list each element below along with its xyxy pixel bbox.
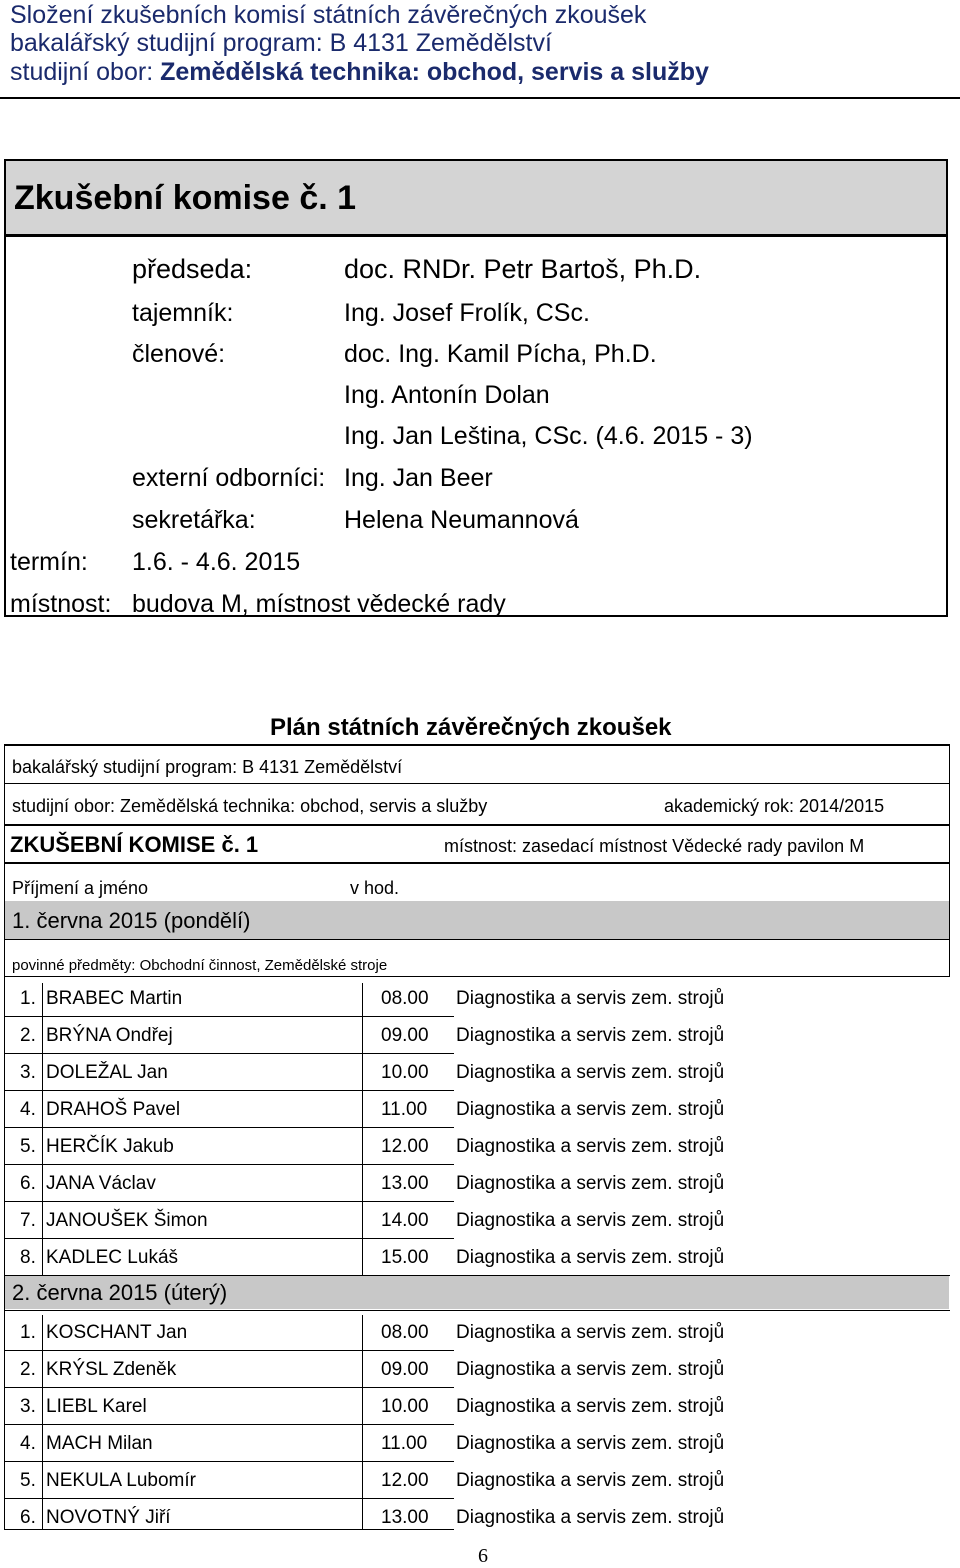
student-no: 4. xyxy=(20,1099,36,1120)
row-rule xyxy=(4,783,950,784)
exam-time: 09.00 xyxy=(381,1359,429,1380)
exam-subject: Diagnostika a servis zem. strojů xyxy=(456,1322,725,1343)
header-line-2: bakalářský studijní program: B 4131 Zemědělství xyxy=(10,29,552,57)
exam-subject: Diagnostika a servis zem. strojů xyxy=(456,1433,725,1454)
row-rule xyxy=(4,976,950,977)
exam-subject: Diagnostika a servis zem. strojů xyxy=(456,1507,725,1528)
student-no: 8. xyxy=(20,1247,36,1268)
header-rule xyxy=(0,97,960,99)
exam-time: 09.00 xyxy=(381,1025,429,1046)
exam-subject: Diagnostika a servis zem. strojů xyxy=(456,1025,725,1046)
row-rule xyxy=(4,939,950,940)
external-name: Ing. Jan Beer xyxy=(344,464,493,492)
student-no: 4. xyxy=(20,1433,36,1454)
student-no: 3. xyxy=(20,1062,36,1083)
student-name: BRÝNA Ondřej xyxy=(46,1025,173,1046)
student-name: LIEBL Karel xyxy=(46,1396,147,1417)
student-no: 6. xyxy=(20,1173,36,1194)
student-no: 3. xyxy=(20,1396,36,1417)
row-rule xyxy=(4,862,950,864)
exam-time: 11.00 xyxy=(381,1433,428,1454)
student-name: KRÝSL Zdeněk xyxy=(46,1359,177,1380)
committee-title-band xyxy=(6,161,946,237)
row-rule xyxy=(4,1310,950,1311)
student-name: KOSCHANT Jan xyxy=(46,1322,188,1343)
day-1-date: 1. června 2015 (pondělí) xyxy=(12,908,251,933)
clerk-label: sekretářka: xyxy=(132,506,256,534)
row-rule xyxy=(4,1127,454,1128)
student-name: BRABEC Martin xyxy=(46,988,183,1009)
exam-time: 13.00 xyxy=(381,1173,429,1194)
col-divider xyxy=(42,1315,43,1529)
row-rule xyxy=(4,1053,454,1054)
student-name: KADLEC Lukáš xyxy=(46,1247,179,1268)
row-rule xyxy=(4,1164,454,1165)
exam-subject: Diagnostika a servis zem. strojů xyxy=(456,1359,725,1380)
row-rule xyxy=(4,1090,454,1091)
student-no: 2. xyxy=(20,1025,36,1046)
exam-subject: Diagnostika a servis zem. strojů xyxy=(456,988,725,1009)
plan-field: studijní obor: Zemědělská technika: obchod, servis a služby xyxy=(12,796,488,816)
row-rule xyxy=(4,1238,454,1239)
col-name-header: Příjmení a jméno xyxy=(12,878,149,898)
exam-time: 11.00 xyxy=(381,1099,428,1120)
exam-time: 08.00 xyxy=(381,1322,429,1343)
student-no: 5. xyxy=(20,1470,36,1491)
plan-top-rule xyxy=(4,744,950,746)
row-rule xyxy=(4,1201,454,1202)
row-rule xyxy=(4,1529,454,1530)
row-rule xyxy=(4,1424,454,1425)
page-number: 6 xyxy=(478,1545,488,1567)
student-no: 6. xyxy=(20,1507,36,1528)
row-rule xyxy=(4,1275,950,1276)
member-3: Ing. Jan Leština, CSc. (4.6. 2015 - 3) xyxy=(344,422,753,450)
exam-time: 08.00 xyxy=(381,988,429,1009)
term-value: 1.6. - 4.6. 2015 xyxy=(132,548,301,576)
student-no: 1. xyxy=(20,1322,36,1343)
exam-subject: Diagnostika a servis zem. strojů xyxy=(456,1210,725,1231)
col-divider xyxy=(42,983,43,1279)
exam-subject: Diagnostika a servis zem. strojů xyxy=(456,1062,725,1083)
student-no: 5. xyxy=(20,1136,36,1157)
commission-label: ZKUŠEBNÍ KOMISE č. 1 xyxy=(10,832,259,857)
student-no: 7. xyxy=(20,1210,36,1231)
col-time-header: v hod. xyxy=(350,878,400,898)
student-name: JANOUŠEK Šimon xyxy=(46,1210,208,1231)
clerk-name: Helena Neumannová xyxy=(344,506,579,534)
chair-name: doc. RNDr. Petr Bartoš, Ph.D. xyxy=(344,254,702,284)
members-label: členové: xyxy=(132,340,226,368)
committee-title: Zkušební komise č. 1 xyxy=(14,179,357,217)
plan-title: Plán státních závěrečných zkoušek xyxy=(270,714,672,741)
plan-program: bakalářský studijní program: B 4131 Zemědělství xyxy=(12,757,403,777)
student-no: 2. xyxy=(20,1359,36,1380)
exam-time: 12.00 xyxy=(381,1470,429,1491)
student-name: NOVOTNÝ Jiří xyxy=(46,1507,171,1528)
exam-time: 15.00 xyxy=(381,1247,429,1268)
col-divider xyxy=(362,983,363,1279)
day-2-date: 2. června 2015 (úterý) xyxy=(12,1280,228,1305)
row-rule xyxy=(4,824,950,826)
chair-label: předseda: xyxy=(132,254,253,284)
row-rule xyxy=(4,1016,454,1017)
academic-year: akademický rok: 2014/2015 xyxy=(664,796,885,816)
exam-subject: Diagnostika a servis zem. strojů xyxy=(456,1099,725,1120)
student-name: NEKULA Lubomír xyxy=(46,1470,196,1491)
member-1: doc. Ing. Kamil Pícha, Ph.D. xyxy=(344,340,657,368)
term-label: termín: xyxy=(10,548,88,576)
header-line-1: Složení zkušebních komisí státních závěrečných zkoušek xyxy=(10,1,647,29)
col-divider xyxy=(362,1315,363,1529)
student-no: 1. xyxy=(20,988,36,1009)
row-rule xyxy=(4,1387,454,1388)
exam-subject: Diagnostika a servis zem. strojů xyxy=(456,1470,725,1491)
member-2: Ing. Antonín Dolan xyxy=(344,381,550,409)
plan-room: místnost: zasedací místnost Vědecké rady pavilon M xyxy=(444,836,865,856)
plan-right-border xyxy=(949,744,950,976)
exam-subject: Diagnostika a servis zem. strojů xyxy=(456,1396,725,1417)
exam-subject: Diagnostika a servis zem. strojů xyxy=(456,1136,725,1157)
exam-time: 10.00 xyxy=(381,1062,429,1083)
exam-subject: Diagnostika a servis zem. strojů xyxy=(456,1247,725,1268)
exam-time: 13.00 xyxy=(381,1507,429,1528)
room-value: budova M, místnost vědecké rady xyxy=(132,590,506,618)
row-rule xyxy=(4,1350,454,1351)
secretary-label: tajemník: xyxy=(132,299,234,327)
header-line-3-prefix: studijní obor: xyxy=(10,58,161,86)
room-label: místnost: xyxy=(10,590,112,618)
row-rule xyxy=(4,1498,454,1499)
external-label: externí odborníci: xyxy=(132,464,326,492)
secretary-name: Ing. Josef Frolík, CSc. xyxy=(344,299,590,327)
exam-time: 12.00 xyxy=(381,1136,429,1157)
header-field-name: Zemědělská technika: obchod, servis a služby xyxy=(160,58,709,86)
exam-subject: Diagnostika a servis zem. strojů xyxy=(456,1173,725,1194)
student-name: DRAHOŠ Pavel xyxy=(46,1099,181,1120)
student-name: DOLEŽAL Jan xyxy=(46,1062,168,1083)
header-line-3 xyxy=(10,57,709,87)
exam-time: 14.00 xyxy=(381,1210,429,1231)
subjects-note: povinné předměty: Obchodní činnost, Zemědělské stroje xyxy=(12,957,388,974)
student-name: JANA Václav xyxy=(46,1173,156,1194)
student-name: HERČÍK Jakub xyxy=(46,1136,174,1157)
exam-time: 10.00 xyxy=(381,1396,429,1417)
row-rule xyxy=(4,1461,454,1462)
student-name: MACH Milan xyxy=(46,1433,153,1454)
